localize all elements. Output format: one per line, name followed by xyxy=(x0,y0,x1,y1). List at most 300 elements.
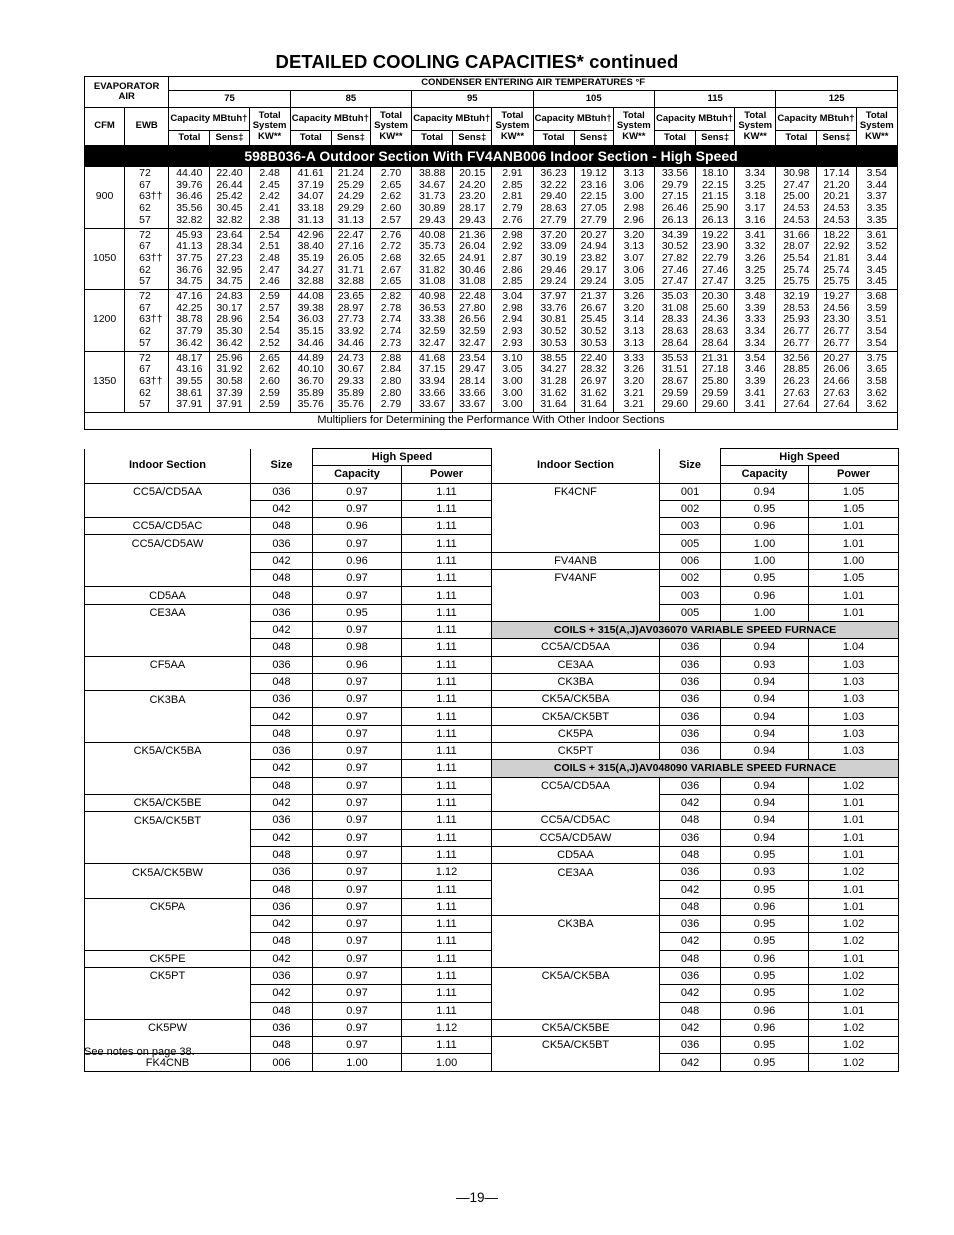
multiplier-row xyxy=(85,985,899,1002)
indoor-section xyxy=(85,985,251,1002)
temperature-header: 95 xyxy=(412,91,533,108)
capacity-header: Capacity xyxy=(313,466,402,483)
sensible-capacity-values: 21.31 27.18 25.80 29.59 29.60 xyxy=(696,351,735,413)
indoor-section xyxy=(85,829,251,846)
cfm-value: 1200 xyxy=(85,290,125,352)
indoor-section xyxy=(85,933,251,950)
sensible-capacity-values: 21.24 25.29 24.29 29.29 31.13 xyxy=(331,167,370,229)
multiplier-row xyxy=(85,535,899,552)
capacity-multiplier: 0.96 xyxy=(721,587,809,604)
sensible-capacity-values: 19.27 24.56 23.30 26.77 26.77 xyxy=(817,290,856,352)
capacity-multiplier: 1.00 xyxy=(721,604,809,621)
power-multiplier: 1.05 xyxy=(809,500,899,517)
capacity-multiplier: 0.96 xyxy=(721,950,809,967)
capacity-header: Capacity MBtuh† xyxy=(169,108,249,131)
capacity-multiplier: 0.97 xyxy=(313,933,402,950)
size: 042 xyxy=(660,985,721,1002)
size: 048 xyxy=(251,1002,313,1019)
indoor-section: CK5A/CK5BE xyxy=(492,1019,660,1036)
total-capacity-values: 35.03 31.08 28.33 28.63 28.64 xyxy=(654,290,695,352)
multiplier-row xyxy=(85,587,899,604)
size: 042 xyxy=(251,552,313,569)
power-multiplier: 1.11 xyxy=(402,639,492,656)
sens-header: Sens‡ xyxy=(817,131,856,146)
kw-values: 2.91 2.85 2.81 2.79 2.76 xyxy=(492,167,533,229)
high-speed-header: High Speed xyxy=(313,449,492,466)
multipliers-header-row xyxy=(85,449,899,466)
indoor-section: CK5A/CK5BA xyxy=(492,967,660,984)
kw-values: 3.54 3.44 3.37 3.35 3.35 xyxy=(856,167,897,229)
size: 048 xyxy=(660,1002,721,1019)
kw-values: 3.75 3.65 3.58 3.62 3.62 xyxy=(856,351,897,413)
size: 048 xyxy=(251,725,313,742)
sensible-capacity-values: 20.15 24.20 23.20 28.17 29.43 xyxy=(453,167,492,229)
size: 005 xyxy=(660,535,721,552)
kw-values: 3.04 2.98 2.94 2.93 2.93 xyxy=(492,290,533,352)
kw-values: 3.68 3.59 3.51 3.54 3.54 xyxy=(856,290,897,352)
indoor-section xyxy=(85,552,251,569)
power-multiplier: 1.11 xyxy=(402,812,492,829)
power-multiplier: 1.11 xyxy=(402,846,492,863)
indoor-section xyxy=(492,794,660,811)
sens-header: Sens‡ xyxy=(696,131,735,146)
capacity-multiplier: 0.97 xyxy=(313,829,402,846)
multiplier-row xyxy=(85,950,899,967)
multiplier-row xyxy=(85,1019,899,1036)
indoor-section: CC5A/CD5AA xyxy=(85,483,251,500)
temperature-header: 85 xyxy=(290,91,411,108)
multiplier-row xyxy=(85,967,899,984)
size-header: Size xyxy=(251,449,313,484)
multiplier-row xyxy=(85,1054,899,1071)
capacity-header: Capacity MBtuh† xyxy=(776,108,856,131)
sensible-capacity-values: 24.83 30.17 28.96 35.30 36.42 xyxy=(210,290,249,352)
indoor-section xyxy=(492,1054,660,1071)
power-multiplier: 1.11 xyxy=(402,898,492,915)
temperature-header: 105 xyxy=(533,91,654,108)
sensible-capacity-values: 23.54 29.47 28.14 33.66 33.67 xyxy=(453,351,492,413)
capacity-multiplier: 0.95 xyxy=(721,916,809,933)
power-multiplier: 1.11 xyxy=(402,950,492,967)
size: 042 xyxy=(251,950,313,967)
total-header: Total xyxy=(533,131,574,146)
cfm-header: CFM xyxy=(85,108,125,146)
power-multiplier: 1.12 xyxy=(402,1019,492,1036)
capacity-multiplier: 0.96 xyxy=(721,898,809,915)
page-number: —19— xyxy=(455,1190,499,1205)
kw-values: 3.10 3.05 3.00 3.00 3.00 xyxy=(492,351,533,413)
size: 036 xyxy=(660,656,721,673)
total-system-header: Total System KW** xyxy=(735,108,776,146)
sens-header: Sens‡ xyxy=(574,131,613,146)
size: 042 xyxy=(251,760,313,777)
kw-values: 2.82 2.78 2.74 2.74 2.73 xyxy=(370,290,411,352)
size: 048 xyxy=(251,587,313,604)
sensible-capacity-values: 23.65 28.97 27.73 33.92 34.46 xyxy=(331,290,370,352)
power-multiplier: 1.11 xyxy=(402,743,492,760)
power-multiplier: 1.00 xyxy=(402,1054,492,1071)
kw-values: 3.54 3.46 3.39 3.41 3.41 xyxy=(735,351,776,413)
evaporator-air-header: EVAPORATOR AIR xyxy=(85,77,169,108)
capacity-multiplier: 0.97 xyxy=(313,535,402,552)
size: 036 xyxy=(251,1019,313,1036)
total-system-header: Total System KW** xyxy=(613,108,654,146)
capacity-multiplier: 0.94 xyxy=(721,639,809,656)
capacity-multiplier: 0.97 xyxy=(313,967,402,984)
capacity-multiplier: 0.97 xyxy=(313,1037,402,1054)
size: 036 xyxy=(660,829,721,846)
total-system-header: Total System KW** xyxy=(370,108,411,146)
indoor-section: FV4ANF xyxy=(492,570,660,587)
cfm-value: 1350 xyxy=(85,351,125,413)
size: 036 xyxy=(251,967,313,984)
indoor-section: CC5A/CD5AW xyxy=(492,829,660,846)
indoor-section: CK5PA xyxy=(85,898,251,915)
power-multiplier: 1.11 xyxy=(402,985,492,1002)
capacity-multiplier: 0.94 xyxy=(721,483,809,500)
power-multiplier: 1.01 xyxy=(809,1002,899,1019)
power-multiplier: 1.01 xyxy=(809,535,899,552)
indoor-section: CK3BA xyxy=(492,673,660,690)
indoor-section xyxy=(85,500,251,517)
size: 002 xyxy=(660,570,721,587)
power-multiplier: 1.02 xyxy=(809,777,899,794)
power-multiplier: 1.02 xyxy=(809,1054,899,1071)
capacity-multiplier: 0.97 xyxy=(313,950,402,967)
size: 042 xyxy=(251,829,313,846)
size: 048 xyxy=(660,898,721,915)
power-multiplier: 1.02 xyxy=(809,967,899,984)
sensible-capacity-values: 17.14 21.20 20.21 24.53 24.53 xyxy=(817,167,856,229)
indoor-section xyxy=(492,933,660,950)
size: 048 xyxy=(251,933,313,950)
power-multiplier: 1.11 xyxy=(402,1037,492,1054)
power-multiplier: 1.11 xyxy=(402,518,492,535)
indoor-section: CC5A/CD5AA xyxy=(492,777,660,794)
multiplier-row xyxy=(85,743,899,760)
kw-values: 2.65 2.62 2.60 2.59 2.59 xyxy=(249,351,290,413)
indoor-section xyxy=(492,518,660,535)
sens-header: Sens‡ xyxy=(453,131,492,146)
multipliers-title: Multipliers for Determining the Performance With Other Indoor Sections xyxy=(85,413,898,430)
power-multiplier: 1.11 xyxy=(402,691,492,708)
indoor-section xyxy=(492,881,660,898)
size: 036 xyxy=(660,708,721,725)
capacity-multiplier: 0.94 xyxy=(721,743,809,760)
power-multiplier: 1.01 xyxy=(809,898,899,915)
power-multiplier: 1.05 xyxy=(809,570,899,587)
total-header: Total xyxy=(412,131,453,146)
indoor-section xyxy=(85,846,251,863)
power-multiplier: 1.11 xyxy=(402,621,492,638)
indoor-section: CE3AA xyxy=(85,604,251,621)
capacity-header: Capacity xyxy=(721,466,809,483)
capacity-multiplier: 0.94 xyxy=(721,691,809,708)
total-capacity-values: 30.98 27.47 25.00 24.53 24.53 xyxy=(776,167,817,229)
indoor-section: CK3BA xyxy=(85,691,251,708)
size: 003 xyxy=(660,587,721,604)
capacity-multiplier: 0.97 xyxy=(313,916,402,933)
size: 036 xyxy=(251,535,313,552)
size: 036 xyxy=(660,673,721,690)
total-capacity-values: 44.40 39.76 36.46 35.56 32.82 xyxy=(169,167,210,229)
multiplier-row xyxy=(85,552,899,569)
capacity-multiplier: 0.97 xyxy=(313,621,402,638)
power-multiplier: 1.03 xyxy=(809,708,899,725)
sensible-capacity-values: 21.36 26.04 24.91 30.46 31.08 xyxy=(453,228,492,290)
size: 006 xyxy=(251,1054,313,1071)
multiplier-row xyxy=(85,673,899,690)
size: 048 xyxy=(660,846,721,863)
indoor-section xyxy=(85,1002,251,1019)
power-multiplier: 1.01 xyxy=(809,518,899,535)
size: 006 xyxy=(660,552,721,569)
indoor-section: CK5A/CK5BA xyxy=(85,743,251,760)
indoor-section-header: Indoor Section xyxy=(85,449,251,484)
power-multiplier: 1.11 xyxy=(402,604,492,621)
size: 036 xyxy=(660,1037,721,1054)
ewb-values: 72 67 63†† 62 57 xyxy=(125,290,169,352)
size: 048 xyxy=(251,639,313,656)
indoor-section: CK5PA xyxy=(492,725,660,742)
power-multiplier: 1.11 xyxy=(402,777,492,794)
power-multiplier: 1.11 xyxy=(402,933,492,950)
power-multiplier: 1.11 xyxy=(402,535,492,552)
multiplier-row xyxy=(85,916,899,933)
indoor-section: CK5A/CK5BT xyxy=(85,812,251,829)
capacity-multiplier: 0.94 xyxy=(721,829,809,846)
total-system-header: Total System KW** xyxy=(249,108,290,146)
size: 036 xyxy=(660,967,721,984)
ewb-header: EWB xyxy=(125,108,169,146)
power-multiplier: 1.04 xyxy=(809,639,899,656)
power-multiplier: 1.03 xyxy=(809,673,899,690)
multiplier-row xyxy=(85,933,899,950)
size: 036 xyxy=(660,725,721,742)
kw-values: 2.70 2.65 2.62 2.60 2.57 xyxy=(370,167,411,229)
power-multiplier: 1.03 xyxy=(809,725,899,742)
multiplier-row xyxy=(85,500,899,517)
indoor-section: FV4ANB xyxy=(492,552,660,569)
size: 036 xyxy=(251,691,313,708)
multiplier-row xyxy=(85,829,899,846)
size: 042 xyxy=(660,933,721,950)
kw-values: 3.41 3.32 3.26 3.25 3.25 xyxy=(735,228,776,290)
ewb-values: 72 67 63†† 62 57 xyxy=(125,351,169,413)
power-multiplier: 1.03 xyxy=(809,743,899,760)
capacity-multiplier: 1.00 xyxy=(313,1054,402,1071)
capacity-multiplier: 0.97 xyxy=(313,881,402,898)
total-capacity-values: 37.97 33.76 30.81 30.52 30.53 xyxy=(533,290,574,352)
header-row-condenser xyxy=(85,77,898,91)
power-multiplier: 1.03 xyxy=(809,656,899,673)
power-multiplier: 1.11 xyxy=(402,708,492,725)
indoor-section xyxy=(85,760,251,777)
size: 036 xyxy=(660,777,721,794)
total-capacity-values: 48.17 43.16 39.55 38.61 37.91 xyxy=(169,351,210,413)
total-header: Total xyxy=(654,131,695,146)
size: 036 xyxy=(251,864,313,881)
size: 048 xyxy=(251,518,313,535)
power-multiplier: 1.01 xyxy=(809,846,899,863)
indoor-section: CK5A/CK5BT xyxy=(492,708,660,725)
sensible-capacity-values: 24.73 30.67 29.33 35.89 35.76 xyxy=(331,351,370,413)
multiplier-row xyxy=(85,604,899,621)
size: 048 xyxy=(251,881,313,898)
power-multiplier: 1.11 xyxy=(402,673,492,690)
capacity-multiplier: 0.95 xyxy=(721,985,809,1002)
power-multiplier: 1.02 xyxy=(809,933,899,950)
sensible-capacity-values: 23.64 28.34 27.23 32.95 34.75 xyxy=(210,228,249,290)
multiplier-row xyxy=(85,760,899,777)
capacity-header: Capacity MBtuh† xyxy=(412,108,492,131)
power-multiplier: 1.11 xyxy=(402,967,492,984)
capacity-multiplier: 0.97 xyxy=(313,846,402,863)
total-capacity-values: 40.08 35.73 32.65 31.82 31.08 xyxy=(412,228,453,290)
power-multiplier: 1.01 xyxy=(809,794,899,811)
indoor-section: FK4CNB xyxy=(85,1054,251,1071)
multiplier-row xyxy=(85,691,899,708)
condenser-temp-header: CONDENSER ENTERING AIR TEMPERATURES °F xyxy=(169,77,898,91)
cfm-row xyxy=(85,290,898,352)
power-multiplier: 1.02 xyxy=(809,916,899,933)
size: 042 xyxy=(660,1019,721,1036)
ewb-values: 72 67 63†† 62 57 xyxy=(125,167,169,229)
power-multiplier: 1.11 xyxy=(402,587,492,604)
indoor-section xyxy=(85,621,251,638)
capacity-multiplier: 0.98 xyxy=(313,639,402,656)
sensible-capacity-values: 20.27 24.94 23.82 29.17 29.24 xyxy=(574,228,613,290)
kw-values: 2.76 2.72 2.68 2.67 2.65 xyxy=(370,228,411,290)
capacity-multiplier: 0.95 xyxy=(721,846,809,863)
kw-values: 2.48 2.45 2.42 2.41 2.38 xyxy=(249,167,290,229)
power-multiplier: 1.01 xyxy=(809,604,899,621)
power-multiplier: 1.12 xyxy=(402,864,492,881)
cfm-value: 1050 xyxy=(85,228,125,290)
multiplier-row xyxy=(85,1002,899,1019)
capacity-multiplier: 0.97 xyxy=(313,1019,402,1036)
sens-header: Sens‡ xyxy=(210,131,249,146)
capacity-multiplier: 0.96 xyxy=(721,1002,809,1019)
capacity-multiplier: 0.96 xyxy=(313,552,402,569)
capacity-multiplier: 0.97 xyxy=(313,812,402,829)
size: 042 xyxy=(251,621,313,638)
power-header: Power xyxy=(809,466,899,483)
capacity-multiplier: 0.97 xyxy=(313,708,402,725)
power-multiplier: 1.01 xyxy=(809,812,899,829)
header-row-temperatures xyxy=(85,91,898,108)
multiplier-row xyxy=(85,483,899,500)
total-header: Total xyxy=(290,131,331,146)
sensible-capacity-values: 18.10 22.15 21.15 25.90 26.13 xyxy=(696,167,735,229)
indoor-section xyxy=(492,950,660,967)
size: 042 xyxy=(251,985,313,1002)
indoor-section: CD5AA xyxy=(492,846,660,863)
indoor-section xyxy=(492,898,660,915)
cfm-value: 900 xyxy=(85,167,125,229)
power-multiplier: 1.05 xyxy=(809,483,899,500)
indoor-section: CC5A/CD5AA xyxy=(492,639,660,656)
indoor-section: CK5PT xyxy=(492,743,660,760)
capacity-multiplier: 0.97 xyxy=(313,898,402,915)
power-multiplier: 1.11 xyxy=(402,794,492,811)
temperature-header: 75 xyxy=(169,91,290,108)
multipliers-table xyxy=(84,448,899,1072)
total-capacity-values: 41.61 37.19 34.07 33.18 31.13 xyxy=(290,167,331,229)
indoor-section: CK5PE xyxy=(85,950,251,967)
size: 036 xyxy=(251,483,313,500)
power-multiplier: 1.11 xyxy=(402,881,492,898)
indoor-section-header: Indoor Section xyxy=(492,449,660,484)
indoor-section: CK5PW xyxy=(85,1019,251,1036)
kw-values: 3.33 3.26 3.20 3.21 3.21 xyxy=(613,351,654,413)
size: 042 xyxy=(660,794,721,811)
capacity-multiplier: 0.97 xyxy=(313,1002,402,1019)
capacity-multiplier: 0.97 xyxy=(313,673,402,690)
capacity-multiplier: 0.94 xyxy=(721,812,809,829)
indoor-section: FK4CNF xyxy=(492,483,660,500)
capacity-multiplier: 0.97 xyxy=(313,500,402,517)
sensible-capacity-values: 20.30 25.60 24.36 28.63 28.64 xyxy=(696,290,735,352)
size: 002 xyxy=(660,500,721,517)
total-capacity-values: 40.98 36.53 33.38 32.59 32.47 xyxy=(412,290,453,352)
indoor-section: CK5A/CK5BW xyxy=(85,864,251,881)
kw-values: 2.54 2.51 2.48 2.47 2.46 xyxy=(249,228,290,290)
power-multiplier: 1.02 xyxy=(809,1037,899,1054)
capacity-multiplier: 0.93 xyxy=(721,656,809,673)
size: 036 xyxy=(251,743,313,760)
power-multiplier: 1.02 xyxy=(809,985,899,1002)
multiplier-row xyxy=(85,898,899,915)
capacity-multiplier: 0.94 xyxy=(721,725,809,742)
multiplier-row xyxy=(85,846,899,863)
total-capacity-values: 42.96 38.40 35.19 34.27 32.88 xyxy=(290,228,331,290)
capacity-multiplier: 0.97 xyxy=(313,587,402,604)
multiplier-row xyxy=(85,621,899,638)
total-capacity-values: 44.89 40.10 36.70 35.89 35.76 xyxy=(290,351,331,413)
sensible-capacity-values: 22.40 28.32 26.97 31.62 31.64 xyxy=(574,351,613,413)
indoor-section: CC5A/CD5AC xyxy=(85,518,251,535)
furnace-group-header: COILS + 315(A,J)AV048090 VARIABLE SPEED FURNACE xyxy=(492,760,899,777)
capacity-multiplier: 0.97 xyxy=(313,760,402,777)
power-header: Power xyxy=(402,466,492,483)
kw-values: 3.34 3.25 3.18 3.17 3.16 xyxy=(735,167,776,229)
power-multiplier: 1.01 xyxy=(809,881,899,898)
total-capacity-values: 44.08 39.38 36.03 35.15 34.46 xyxy=(290,290,331,352)
indoor-section: CE3AA xyxy=(492,864,660,881)
power-multiplier: 1.11 xyxy=(402,829,492,846)
capacity-multiplier: 0.95 xyxy=(721,500,809,517)
capacity-header: Capacity MBtuh† xyxy=(533,108,613,131)
sens-header: Sens‡ xyxy=(331,131,370,146)
indoor-section: CK3BA xyxy=(492,916,660,933)
size: 036 xyxy=(660,691,721,708)
kw-values: 3.48 3.39 3.33 3.34 3.34 xyxy=(735,290,776,352)
total-capacity-values: 36.23 32.22 29.40 28.63 27.79 xyxy=(533,167,574,229)
power-multiplier: 1.11 xyxy=(402,500,492,517)
capacity-multiplier: 0.97 xyxy=(313,864,402,881)
size: 042 xyxy=(660,881,721,898)
total-capacity-values: 35.53 31.51 28.67 29.59 29.60 xyxy=(654,351,695,413)
temperature-header: 115 xyxy=(654,91,775,108)
footnote: See notes on page 38. xyxy=(84,1046,195,1058)
indoor-section: CC5A/CD5AC xyxy=(492,812,660,829)
capacity-multiplier: 0.97 xyxy=(313,725,402,742)
power-multiplier: 1.11 xyxy=(402,725,492,742)
indoor-section xyxy=(85,639,251,656)
power-multiplier: 1.01 xyxy=(809,950,899,967)
cooling-capacity-table xyxy=(84,76,898,430)
